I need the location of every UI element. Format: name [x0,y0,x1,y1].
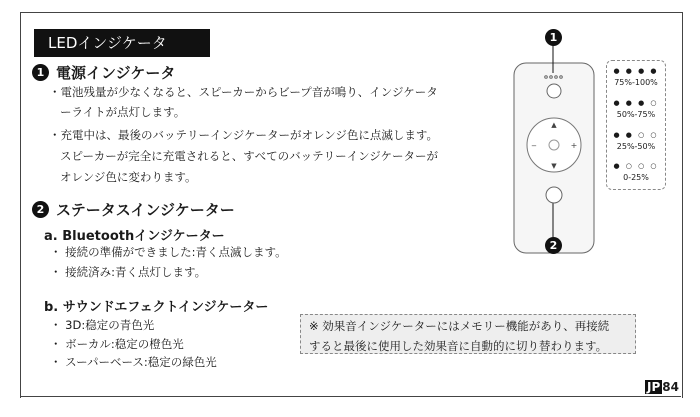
section-1-number: 1 [32,64,49,81]
page-number [645,380,679,394]
sound-effect-item-1: ・ 3D:稳定の青色光 [50,318,155,332]
section-1-heading: 電源インジケータ [56,64,176,82]
section-1-para1-line1: ・電池残量が少なくなると、スピーカーからビープ音が鳴り、インジケータ [49,85,438,99]
level-dots-2: ● ● ● ○ [613,99,659,107]
section-1-para2-line2: スピーカーが完全に充電されると、すべてのバッテリーインジケーターが [60,149,439,163]
up-arrow-icon: ▲ [551,121,557,129]
level-label-1: 75%-100% [614,78,658,87]
section-1-para2-line1: ・充電中は、最後のバッテリーインジケーターがオレンジ色に点滅します。 [49,128,438,142]
page-title: LEDインジケータ [34,29,210,57]
level-label-2: 50%-75% [616,110,656,119]
bluetooth-item-2: ・ 接続済み:青く点灯します。 [50,265,207,279]
minus-icon: − [531,142,537,150]
remote-diagram [500,25,610,260]
level-dots-1: ● ● ● ● [613,67,659,75]
bluetooth-item-1: ・ 接続の準備ができました:青く点滅します。 [50,245,287,259]
battery-level-legend [606,60,666,190]
level-label-3: 25%-50% [616,142,656,151]
callout-2: 2 [545,237,562,254]
bluetooth-subheading: a. Bluetoothインジケーター [44,229,225,244]
note-line-1: ※ 効果音インジケーターにはメモリー機能があり、再接続 [309,319,610,333]
page-num: 84 [662,380,679,394]
callout-1: 1 [545,29,562,46]
sound-effect-subheading: b. サウンドエフェクトインジケーター [44,300,269,315]
note-line-2: すると最後に使用した効果音に自動的に切り替わります。 [309,339,608,353]
sound-effect-button [546,187,562,203]
down-arrow-icon: ▼ [551,162,557,170]
power-button [547,84,561,98]
page-lang: JP [647,380,661,394]
section-2-heading: ステータスインジケーター [56,201,235,219]
section-1-para2-line3: オレンジ色に変わります。 [60,170,197,184]
level-label-4: 0-25% [623,173,649,182]
section-1-para1-line2: ーライトが点灯します。 [60,105,186,119]
level-dots-3: ● ● ○ ○ [613,131,659,139]
play-pause-button [549,140,559,150]
plus-icon: + [570,141,578,150]
sound-effect-item-3: ・ スーパーベース:稳定の緑色光 [50,355,217,369]
sound-effect-item-2: ・ ボーカル:稳定の橙色光 [50,337,184,351]
section-2-number: 2 [32,201,49,218]
bottom-rule [20,396,681,397]
memory-note-box [300,314,636,354]
level-dots-4: ● ○ ○ ○ [613,162,659,170]
